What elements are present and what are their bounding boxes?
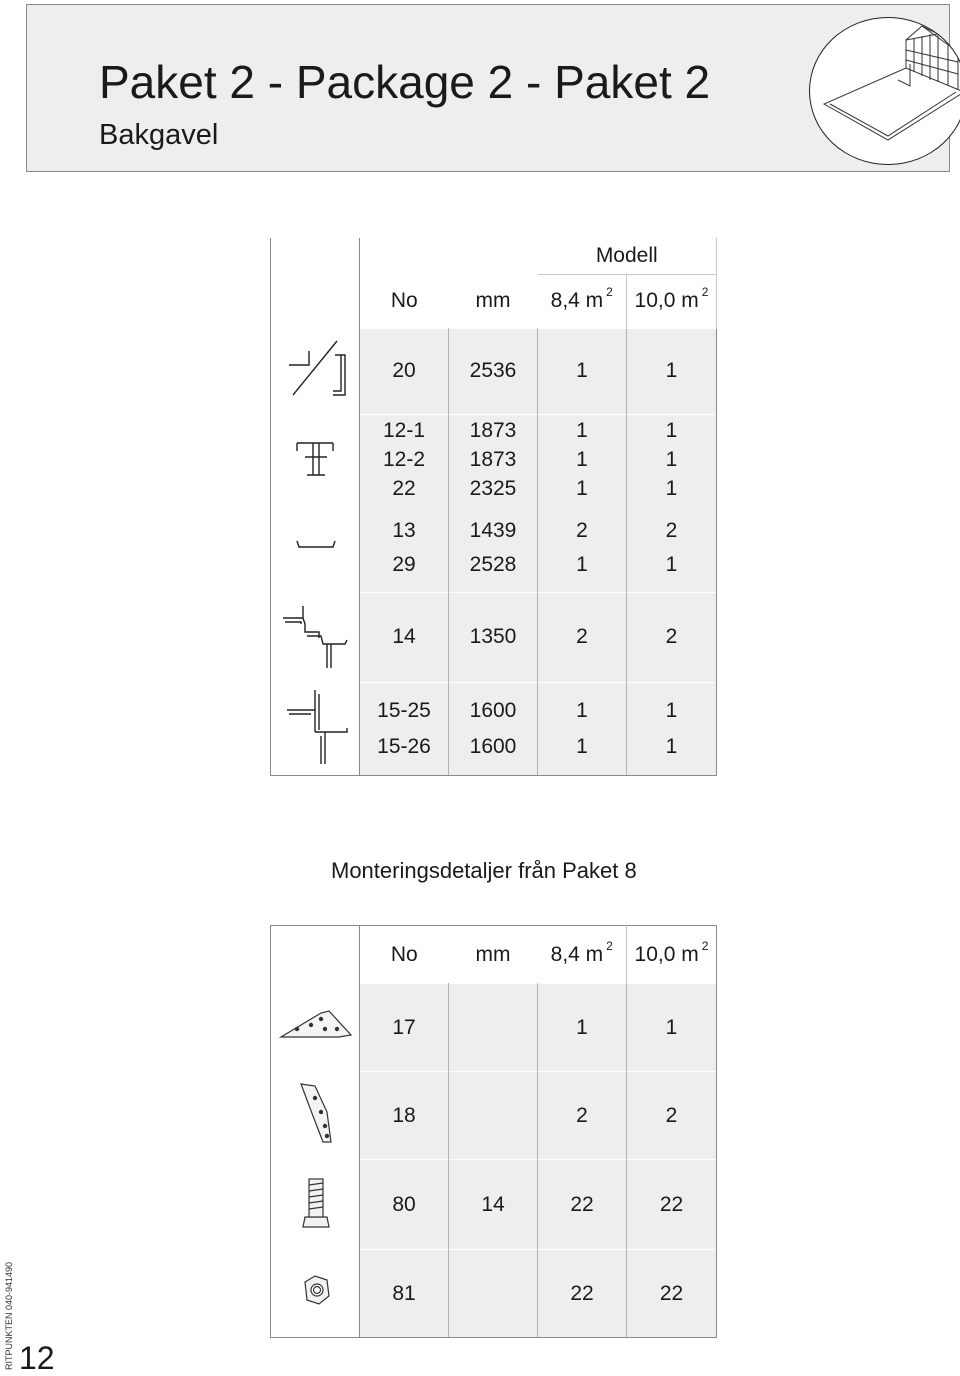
h-profile-icon bbox=[271, 414, 360, 505]
corner-profile-icon bbox=[271, 328, 360, 414]
col-header-model-a: 8,4 m $^2$ bbox=[538, 926, 627, 984]
table-row: 15-25 15-26 1600 1600 1 1 1 1 bbox=[271, 682, 717, 775]
parts-table bbox=[270, 238, 717, 776]
model-group-label: Modell bbox=[538, 238, 717, 274]
table-row: 80 14 22 22 bbox=[271, 1160, 717, 1250]
section-title: Monteringsdetaljer från Paket 8 bbox=[331, 858, 637, 883]
page-subtitle: Bakgavel bbox=[99, 119, 219, 151]
table-row: 13 29 1439 2528 2 1 2 1 bbox=[271, 505, 717, 592]
greenhouse-outline-icon bbox=[809, 17, 960, 165]
table-row: 12-1 12-2 22 1873 1873 2325 1 1 1 1 1 1 bbox=[271, 414, 717, 505]
nut-icon bbox=[271, 1250, 360, 1338]
col-header-mm: mm bbox=[449, 926, 538, 984]
table-row: 18 2 2 bbox=[271, 1072, 717, 1160]
page-number: 12 bbox=[19, 1340, 55, 1376]
table-row: 20 2536 1 1 bbox=[271, 328, 717, 414]
details-table bbox=[270, 925, 717, 1338]
u-channel-icon bbox=[271, 505, 360, 592]
table-row: 17 1 1 bbox=[271, 984, 717, 1072]
header-banner bbox=[26, 4, 950, 172]
document-code: RITPUNKTEN 040-941490 bbox=[4, 1261, 14, 1370]
col-header-model-a: 8,4 m $^2$ bbox=[538, 274, 627, 328]
col-header-model-b: 10,0 m $^2$ bbox=[627, 926, 717, 984]
door-profile-icon bbox=[271, 682, 360, 775]
angle-plate-icon bbox=[271, 1072, 360, 1160]
col-header-no: No bbox=[360, 274, 449, 328]
page-title: Paket 2 - Package 2 - Paket 2 bbox=[99, 56, 711, 108]
col-header-no: No bbox=[360, 926, 449, 984]
stepped-profile-icon bbox=[271, 592, 360, 682]
table-row: 81 22 22 bbox=[271, 1250, 717, 1338]
table-row: 14 1350 2 2 bbox=[271, 592, 717, 682]
col-header-model-b: 10,0 m $^2$ bbox=[627, 274, 717, 328]
triangle-plate-icon bbox=[271, 984, 360, 1072]
col-header-mm: mm bbox=[449, 274, 538, 328]
bolt-icon bbox=[271, 1160, 360, 1250]
